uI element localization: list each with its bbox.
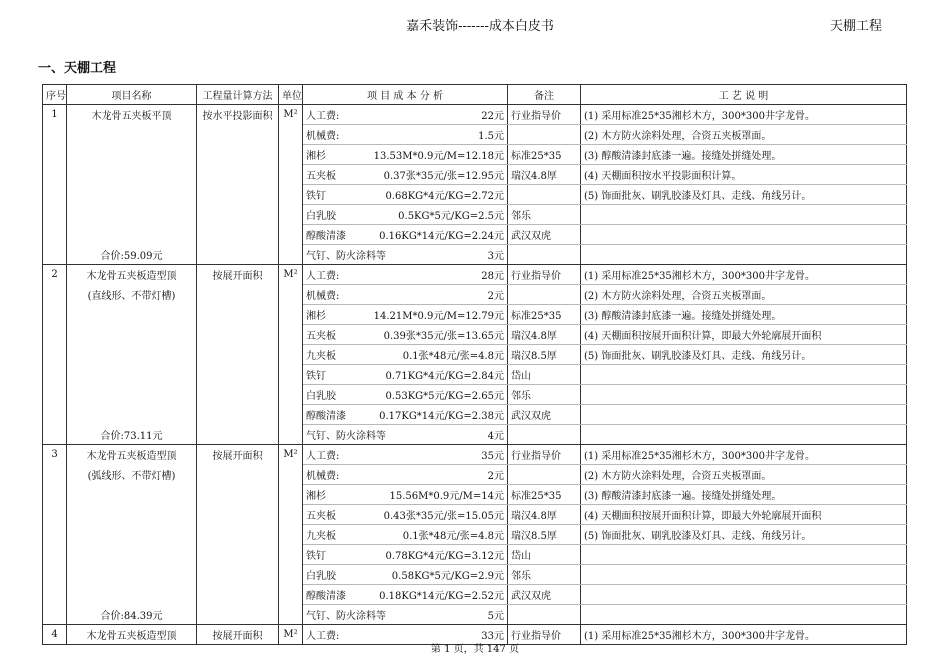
blank-cell [67, 565, 197, 585]
cost-label: 醇酸清漆 [306, 411, 346, 422]
note: 武汉双虎 [508, 405, 581, 425]
blank-cell [43, 605, 67, 625]
blank-cell [279, 205, 303, 225]
blank-cell [67, 365, 197, 385]
table-row [43, 525, 907, 545]
blank-cell [43, 305, 67, 325]
cost-item [303, 305, 508, 325]
cost-label: 五夹板 [306, 511, 336, 522]
blank-cell [197, 585, 279, 605]
cost-item [303, 565, 508, 585]
cost-label: 气钉、防火涂料等 [306, 251, 386, 262]
cost-calc: 0.58KG*5元/KG=2.9元 [391, 571, 504, 582]
cost-label: 气钉、防火涂料等 [306, 611, 386, 622]
blank-cell [279, 285, 303, 305]
cost-amount: 2元 [487, 291, 504, 302]
blank-cell [43, 345, 67, 365]
blank-cell [197, 185, 279, 205]
cost-calc: 0.53KG*5元/KG=2.65元 [385, 391, 504, 402]
table-row [43, 505, 907, 525]
blank-cell [67, 145, 197, 165]
blank-cell [279, 425, 303, 445]
document-title: 嘉禾装饰-------成本白皮书 [406, 19, 554, 34]
craft-description: (1) 采用标准25*35湘杉木方，300*300井字龙骨。 [581, 625, 907, 645]
blank-cell [197, 225, 279, 245]
item-no: 3 [43, 445, 67, 465]
blank-cell [279, 365, 303, 385]
craft-description [581, 585, 907, 605]
craft-description: (3) 醇酸清漆封底漆一遍。接缝处拼缝处理。 [581, 305, 907, 325]
table-row [43, 485, 907, 505]
calc-method: 按展开面积 [197, 625, 279, 645]
table-row [43, 185, 907, 205]
note [508, 245, 581, 265]
craft-description [581, 245, 907, 265]
blank-cell [197, 425, 279, 445]
table-row [43, 265, 907, 285]
blank-cell [279, 525, 303, 545]
blank-cell [67, 225, 197, 245]
table-row [43, 105, 907, 125]
cost-item [303, 225, 508, 245]
cost-label: 五夹板 [306, 171, 336, 182]
table-row [43, 605, 907, 625]
blank-cell [279, 485, 303, 505]
note: 行业指导价 [508, 445, 581, 465]
craft-description [581, 385, 907, 405]
blank-cell [279, 345, 303, 365]
col-header-unit: 单位 [279, 85, 303, 105]
note: 行业指导价 [508, 625, 581, 645]
blank-cell [43, 325, 67, 345]
blank-cell [197, 505, 279, 525]
cost-label: 人工费: [306, 631, 340, 642]
table-row [43, 585, 907, 605]
craft-description: (2) 木方防火涂料处理，合资五夹板罩面。 [581, 125, 907, 145]
page-footer: 第 1 页，共 147 页 [430, 644, 520, 655]
cost-item [303, 505, 508, 525]
table-row [43, 345, 907, 365]
cost-item [303, 445, 508, 465]
blank-cell [43, 185, 67, 205]
blank-cell [197, 565, 279, 585]
note: 行业指导价 [508, 105, 581, 125]
table-row [43, 285, 907, 305]
cost-calc: 0.39张*35元/张=13.65元 [383, 331, 504, 342]
cost-item [303, 105, 508, 125]
cost-label: 机械费: [306, 471, 340, 482]
cost-amount: 1.5元 [478, 131, 504, 142]
blank-cell [43, 425, 67, 445]
note [508, 605, 581, 625]
cost-label: 气钉、防火涂料等 [306, 431, 386, 442]
cost-item [303, 345, 508, 365]
craft-description [581, 545, 907, 565]
blank-cell [67, 125, 197, 145]
craft-description: (3) 醇酸清漆封底漆一遍。接缝处拼缝处理。 [581, 485, 907, 505]
note [508, 465, 581, 485]
item-name: 木龙骨五夹板平顶 [67, 105, 197, 125]
cost-calc: 0.68KG*4元/KG=2.72元 [385, 191, 504, 202]
calc-method: 按展开面积 [197, 265, 279, 285]
blank-cell [197, 305, 279, 325]
cost-item [303, 365, 508, 385]
cost-item [303, 145, 508, 165]
cost-item [303, 205, 508, 225]
blank-cell [279, 545, 303, 565]
craft-description: (4) 天棚面积按水平投影面积计算。 [581, 165, 907, 185]
craft-description [581, 425, 907, 445]
blank-cell [197, 125, 279, 145]
cost-label: 九夹板 [306, 351, 336, 362]
cost-item [303, 285, 508, 305]
blank-cell [279, 605, 303, 625]
item-name-sub: (弧线形、不带灯槽) [67, 465, 197, 485]
blank-cell [67, 405, 197, 425]
blank-cell [43, 285, 67, 305]
blank-cell [197, 605, 279, 625]
blank-cell [197, 385, 279, 405]
craft-description [581, 225, 907, 245]
note: 瑞汉8.5厚 [508, 525, 581, 545]
note: 标准25*35 [508, 485, 581, 505]
table-row [43, 305, 907, 325]
item-no: 4 [43, 625, 67, 645]
unit: M² [279, 625, 303, 645]
craft-description: (5) 饰面批灰、刷乳胶漆及灯具、走线、角线另计。 [581, 345, 907, 365]
table-row [43, 205, 907, 225]
cost-amount: 22元 [481, 111, 504, 122]
blank-cell [279, 305, 303, 325]
cost-item [303, 465, 508, 485]
blank-cell [67, 185, 197, 205]
cost-label: 机械费: [306, 291, 340, 302]
unit: M² [279, 265, 303, 285]
cost-calc: 0.17KG*14元/KG=2.38元 [379, 411, 504, 422]
craft-description: (5) 饰面批灰、刷乳胶漆及灯具、走线、角线另计。 [581, 185, 907, 205]
blank-cell [197, 345, 279, 365]
table-row [43, 365, 907, 385]
calc-method: 按展开面积 [197, 445, 279, 465]
blank-cell [67, 165, 197, 185]
blank-cell [279, 385, 303, 405]
unit: M² [279, 105, 303, 125]
cost-item [303, 245, 508, 265]
table-row [43, 385, 907, 405]
cost-item [303, 385, 508, 405]
blank-cell [197, 365, 279, 385]
blank-cell [43, 245, 67, 265]
blank-cell [197, 245, 279, 265]
note: 标准25*35 [508, 305, 581, 325]
cost-calc: 0.1张*48元/张=4.8元 [402, 531, 504, 542]
blank-cell [43, 545, 67, 565]
cost-item [303, 325, 508, 345]
blank-cell [197, 545, 279, 565]
col-header-name: 项目名称 [67, 85, 197, 105]
cost-amount: 35元 [481, 451, 504, 462]
cost-item [303, 165, 508, 185]
blank-cell [43, 205, 67, 225]
note: 瑞汉4.8厚 [508, 325, 581, 345]
cost-label: 铁钉 [306, 191, 326, 202]
blank-cell [67, 325, 197, 345]
col-header-method: 工程量计算方法 [197, 85, 279, 105]
blank-cell [43, 465, 67, 485]
blank-cell [197, 145, 279, 165]
cost-calc: 0.16KG*14元/KG=2.24元 [379, 231, 504, 242]
note: 瑞汉4.8厚 [508, 505, 581, 525]
craft-description [581, 565, 907, 585]
note [508, 185, 581, 205]
craft-description: (4) 天棚面积按展开面积计算，即最大外轮廓展开面积 [581, 505, 907, 525]
table-header-row [43, 85, 907, 105]
blank-cell [43, 565, 67, 585]
cost-amount: 3元 [487, 251, 504, 262]
table-row [43, 565, 907, 585]
blank-cell [43, 145, 67, 165]
note [508, 285, 581, 305]
cost-item [303, 185, 508, 205]
cost-calc: 15.56M*0.9元/M=14元 [389, 491, 504, 502]
item-total: 合价:84.39元 [67, 605, 197, 625]
blank-cell [43, 365, 67, 385]
blank-cell [67, 585, 197, 605]
cost-calc: 0.5KG*5元/KG=2.5元 [398, 211, 504, 222]
cost-calc: 0.18KG*14元/KG=2.52元 [379, 591, 504, 602]
unit: M² [279, 445, 303, 465]
cost-amount: 4元 [487, 431, 504, 442]
cost-calc: 0.78KG*4元/KG=3.12元 [385, 551, 504, 562]
cost-item [303, 125, 508, 145]
blank-cell [197, 285, 279, 305]
blank-cell [43, 165, 67, 185]
table-row [43, 465, 907, 485]
cost-item [303, 545, 508, 565]
table-row [43, 245, 907, 265]
note: 行业指导价 [508, 265, 581, 285]
blank-cell [279, 585, 303, 605]
table-row [43, 165, 907, 185]
col-header-no: 序号 [43, 85, 67, 105]
cost-item [303, 405, 508, 425]
blank-cell [43, 585, 67, 605]
cost-label: 人工费: [306, 271, 340, 282]
blank-cell [67, 505, 197, 525]
blank-cell [279, 125, 303, 145]
blank-cell [67, 525, 197, 545]
note: 邻乐 [508, 565, 581, 585]
cost-label: 白乳胶 [306, 211, 336, 222]
blank-cell [67, 305, 197, 325]
cost-label: 白乳胶 [306, 571, 336, 582]
col-header-cost: 项 目 成 本 分 析 [303, 85, 508, 105]
item-total: 合价:59.09元 [67, 245, 197, 265]
cost-calc: 13.53M*0.9元/M=12.18元 [373, 151, 504, 162]
blank-cell [279, 225, 303, 245]
craft-description [581, 605, 907, 625]
craft-description: (4) 天棚面积按展开面积计算，即最大外轮廓展开面积 [581, 325, 907, 345]
blank-cell [67, 345, 197, 365]
cost-amount: 5元 [487, 611, 504, 622]
table-row [43, 325, 907, 345]
cost-label: 人工费: [306, 111, 340, 122]
blank-cell [197, 325, 279, 345]
craft-description: (2) 木方防火涂料处理，合资五夹板罩面。 [581, 285, 907, 305]
craft-description: (5) 饰面批灰、刷乳胶漆及灯具、走线、角线另计。 [581, 525, 907, 545]
blank-cell [197, 405, 279, 425]
col-header-note: 备注 [508, 85, 581, 105]
cost-label: 铁钉 [306, 551, 326, 562]
blank-cell [43, 125, 67, 145]
blank-cell [279, 185, 303, 205]
craft-description [581, 205, 907, 225]
table-row [43, 125, 907, 145]
item-name: 木龙骨五夹板造型顶 [67, 445, 197, 465]
table-row [43, 545, 907, 565]
craft-description [581, 405, 907, 425]
blank-cell [43, 505, 67, 525]
cost-item [303, 265, 508, 285]
blank-cell [197, 205, 279, 225]
table-row [43, 145, 907, 165]
calc-method: 按水平投影面积 [197, 105, 279, 125]
blank-cell [279, 465, 303, 485]
cost-calc: 14.21M*0.9元/M=12.79元 [373, 311, 504, 322]
blank-cell [279, 325, 303, 345]
blank-cell [67, 205, 197, 225]
blank-cell [279, 145, 303, 165]
blank-cell [43, 405, 67, 425]
blank-cell [279, 165, 303, 185]
item-name: 木龙骨五夹板造型顶 [67, 625, 197, 645]
table-row [43, 425, 907, 445]
table-row [43, 225, 907, 245]
note: 邻乐 [508, 385, 581, 405]
blank-cell [197, 525, 279, 545]
cost-label: 醇酸清漆 [306, 591, 346, 602]
cost-label: 湘杉 [306, 151, 326, 162]
note: 瑞汉4.8厚 [508, 165, 581, 185]
item-no: 1 [43, 105, 67, 125]
cost-label: 机械费: [306, 131, 340, 142]
cost-calc: 0.1张*48元/张=4.8元 [402, 351, 504, 362]
chapter-label: 天棚工程 [830, 19, 883, 34]
cost-label: 五夹板 [306, 331, 336, 342]
cost-amount: 33元 [481, 631, 504, 642]
blank-cell [43, 225, 67, 245]
item-no: 2 [43, 265, 67, 285]
cost-label: 九夹板 [306, 531, 336, 542]
cost-label: 湘杉 [306, 311, 326, 322]
craft-description: (1) 采用标准25*35湘杉木方，300*300井字龙骨。 [581, 105, 907, 125]
blank-cell [279, 565, 303, 585]
cost-item [303, 605, 508, 625]
note: 岱山 [508, 545, 581, 565]
table-row [43, 445, 907, 465]
blank-cell [197, 165, 279, 185]
cost-amount: 2元 [487, 471, 504, 482]
blank-cell [67, 385, 197, 405]
blank-cell [43, 525, 67, 545]
cost-label: 铁钉 [306, 371, 326, 382]
blank-cell [279, 245, 303, 265]
craft-description: (2) 木方防火涂料处理，合资五夹板罩面。 [581, 465, 907, 485]
table-row [43, 405, 907, 425]
note: 岱山 [508, 365, 581, 385]
col-header-craft: 工 艺 说 明 [581, 85, 907, 105]
blank-cell [67, 545, 197, 565]
note [508, 425, 581, 445]
cost-calc: 0.71KG*4元/KG=2.84元 [385, 371, 504, 382]
cost-item [303, 585, 508, 605]
craft-description: (3) 醇酸清漆封底漆一遍。接缝处拼缝处理。 [581, 145, 907, 165]
blank-cell [279, 505, 303, 525]
cost-label: 白乳胶 [306, 391, 336, 402]
note: 武汉双虎 [508, 585, 581, 605]
blank-cell [279, 405, 303, 425]
cost-item [303, 425, 508, 445]
cost-item [303, 485, 508, 505]
cost-label: 人工费: [306, 451, 340, 462]
cost-calc: 0.37张*35元/张=12.95元 [383, 171, 504, 182]
craft-description: (1) 采用标准25*35湘杉木方，300*300井字龙骨。 [581, 265, 907, 285]
cost-table [42, 84, 907, 645]
blank-cell [197, 465, 279, 485]
cost-label: 湘杉 [306, 491, 326, 502]
cost-label: 醇酸清漆 [306, 231, 346, 242]
craft-description [581, 365, 907, 385]
note [508, 125, 581, 145]
item-name: 木龙骨五夹板造型顶 [67, 265, 197, 285]
note: 标准25*35 [508, 145, 581, 165]
section-title: 一、天棚工程 [38, 61, 117, 76]
note: 武汉双虎 [508, 225, 581, 245]
item-total: 合价:73.11元 [67, 425, 197, 445]
blank-cell [197, 485, 279, 505]
craft-description: (1) 采用标准25*35湘杉木方，300*300井字龙骨。 [581, 445, 907, 465]
cost-item [303, 525, 508, 545]
note: 瑞汉8.5厚 [508, 345, 581, 365]
note: 邻乐 [508, 205, 581, 225]
blank-cell [43, 485, 67, 505]
blank-cell [67, 485, 197, 505]
cost-calc: 0.43张*35元/张=15.05元 [383, 511, 504, 522]
blank-cell [43, 385, 67, 405]
item-name-sub: (直线形、不带灯槽) [67, 285, 197, 305]
cost-amount: 28元 [481, 271, 504, 282]
